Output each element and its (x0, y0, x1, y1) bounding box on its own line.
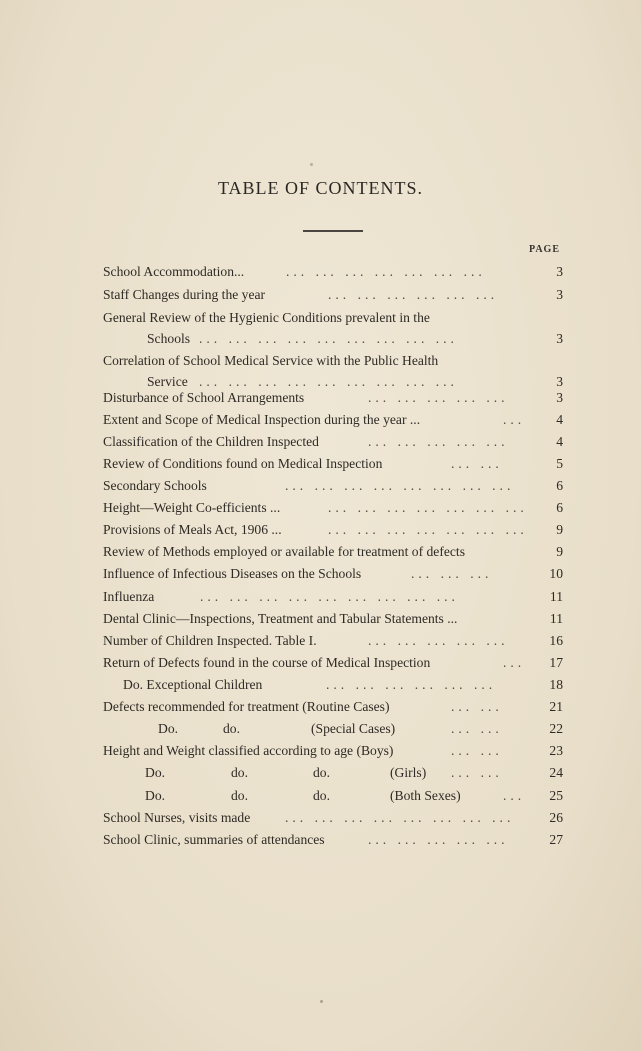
paper-speck (310, 163, 313, 166)
document-page: TABLE OF CONTENTS. PAGE School Accommodation... ... ... ... ... ... ... ... 3 Staff Changes during the year ... ... ... ... ... ... 3 General Review of the Hygienic Conditions prevalent in the Schools ... ... ... ... ... ... ... ... ... 3 Correlation of School Medical Service with the Public Health Service ... ... ... ... ... ... ... ... ... 3 Disturbance of School Arrangements ... ... ... ... ... 3 Extent and Scope of Medical Inspection during the year ... ... 4 Classification of the Children Inspected ... ... ... ... ... 4 Review of Conditions found on Medical Inspection ... ... 5 Secondary Schools ... ... ... ... ... ... ... ... 6 Height—Weight Co-efficients ... ... ... ... ... ... ... ... 6 Provisions of Meals Act, 1906 ... ... ... ... ... ... ... ... 9 Review of Methods employed or available for treatment of defects 9 Influence of Infectious Diseases on the Schools ... ... ... 10 Influenza ... ... ... ... ... ... ... ... ... 11 Dental Clinic—Inspections, Treatment and Tabular Statements ... 11 Number of Children Inspected. Table I. ... ... ... ... ... 16 Return of Defects found in the course of Medical Inspection ... 17 Do. Exceptional Children ... ... ... ... ... ... 18 Defects recommended for treatment (Routine Cases) ... ... 21 Do. do. (Special Cases) ... ... 22 Height and Weight classified according to age (Boys) ... ... 23 Do. do. do. (Girls) ... ... 24 Do. do. do. (Both Sexes) ... 25 School Nurses, visits made ... ... ... ... ... ... ... ... 26 School Clinic, summaries of attendances ... ... ... ... ... 27 (0, 0, 641, 1051)
list-item: Correlation of School Medical Service with the Public Health Service ... ... ... ... ... ... ... ... ... 3 (103, 353, 563, 389)
list-item: Classification of the Children Inspected ... ... ... ... ... 4 (103, 434, 563, 449)
list-item: Review of Conditions found on Medical Inspection ... ... 5 (103, 456, 563, 471)
list-item: Disturbance of School Arrangements ... ... ... ... ... 3 (103, 390, 563, 405)
list-item: Provisions of Meals Act, 1906 ... ... ... ... ... ... ... ... 9 (103, 522, 563, 537)
paper-speck (320, 1000, 323, 1003)
list-item: Dental Clinic—Inspections, Treatment and Tabular Statements ... 11 (103, 611, 563, 626)
list-item: School Accommodation... ... ... ... ... ... ... ... 3 (103, 264, 563, 279)
list-item: Influence of Infectious Diseases on the Schools ... ... ... 10 (103, 566, 563, 581)
list-item: Extent and Scope of Medical Inspection during the year ... ... 4 (103, 412, 563, 427)
list-item: Secondary Schools ... ... ... ... ... ... ... ... 6 (103, 478, 563, 493)
list-item: Height and Weight classified according to age (Boys) ... ... 23 (103, 743, 563, 758)
list-item: General Review of the Hygienic Conditions prevalent in the Schools ... ... ... ... ... ... ... ... ... 3 (103, 310, 563, 346)
list-item: School Nurses, visits made ... ... ... ... ... ... ... ... 26 (103, 810, 563, 825)
page-title: TABLE OF CONTENTS. (217, 178, 424, 198)
list-item: Height—Weight Co-efficients ... ... ... ... ... ... ... ... 6 (103, 500, 563, 515)
title-divider (303, 230, 363, 232)
list-item: Defects recommended for treatment (Routine Cases) ... ... 21 (103, 699, 563, 714)
list-item: Return of Defects found in the course of Medical Inspection ... 17 (103, 655, 563, 670)
list-item: School Clinic, summaries of attendances ... ... ... ... ... 27 (103, 832, 563, 847)
page-column-header: PAGE (528, 244, 560, 255)
list-item: Influenza ... ... ... ... ... ... ... ... ... 11 (103, 589, 563, 604)
list-item: Staff Changes during the year ... ... ... ... ... ... 3 (103, 287, 563, 302)
list-item: Review of Methods employed or available for treatment of defects 9 (103, 544, 563, 559)
list-item: Number of Children Inspected. Table I. ... ... ... ... ... 16 (103, 633, 563, 648)
